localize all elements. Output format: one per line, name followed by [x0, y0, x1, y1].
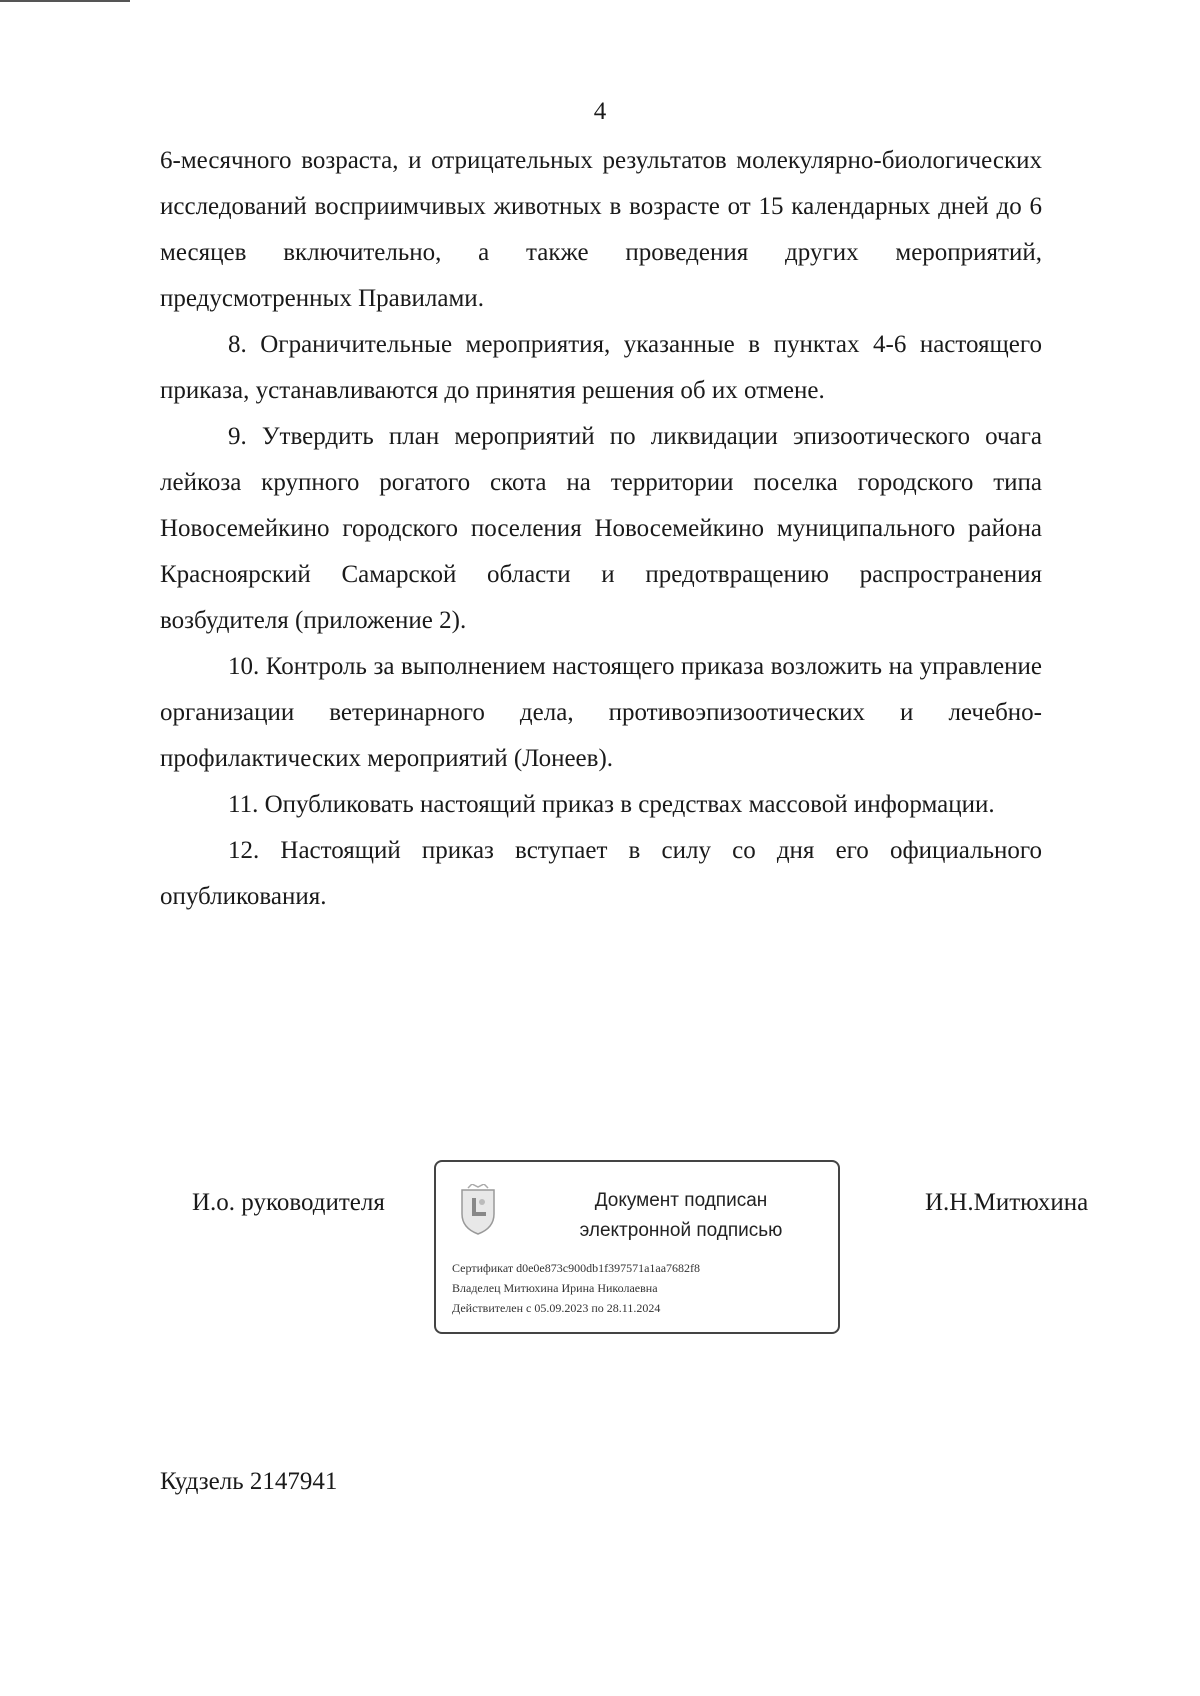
- executor-info: Кудзель 2147941: [160, 1468, 338, 1495]
- paragraph-item-10: 10. Контроль за выполнением настоящего приказа возложить на управление организации ветеринарного дела, противоэпизоотических и лечебно-профилактических мероприятий (Лонеев).: [160, 653, 1042, 772]
- stamp-validity: Действителен с 05.09.2023 по 28.11.2024: [452, 1301, 661, 1315]
- stamp-details: [452, 1258, 700, 1318]
- paragraph-item-8: 8. Ограничительные мероприятия, указанные в пунктах 4-6 настоящего приказа, устанавливаются до принятия решения об их отмене.: [160, 331, 1042, 404]
- scan-edge-mark: [0, 0, 130, 2]
- paragraph-item-9: 9. Утвердить план мероприятий по ликвидации эпизоотического очага лейкоза крупного рогатого скота на территории поселка городского типа Новосемейкино городского поселения Новосемейкино муниципального района Красноярский Самарской области и предотвращению распространения возбудителя (приложение 2).: [160, 423, 1042, 634]
- stamp-title-line1: Документ подписан: [594, 1190, 768, 1211]
- electronic-signature-stamp: [434, 1160, 840, 1334]
- stamp-title-line2: электронной подписью: [579, 1220, 783, 1241]
- coat-of-arms-icon: [460, 1184, 496, 1236]
- stamp-owner: Владелец Митюхина Ирина Николаевна: [452, 1281, 658, 1295]
- stamp-title: [536, 1186, 826, 1246]
- stamp-certificate: Сертификат d0e0e873c900db1f397571a1aa7682f8: [452, 1261, 701, 1275]
- signatory-name: И.Н.Митюхина: [925, 1189, 1089, 1216]
- paragraph-item-11: 11. Опубликовать настоящий приказ в средствах массовой информации.: [228, 791, 995, 818]
- page-number: 4: [593, 98, 607, 125]
- document-body: [160, 138, 1042, 920]
- paragraph-item-12: 12. Настоящий приказ вступает в силу со дня его официального опубликования.: [160, 837, 1042, 910]
- paragraph-continuation: 6-месячного возраста, и отрицательных результатов молекулярно-биологических исследований восприимчивых животных в возрасте от 15 календарных дней до 6 месяцев включительно, а также проведения других мероприятий, предусмотренных Правилами.: [160, 147, 1042, 312]
- signatory-role: И.о. руководителя: [192, 1189, 385, 1216]
